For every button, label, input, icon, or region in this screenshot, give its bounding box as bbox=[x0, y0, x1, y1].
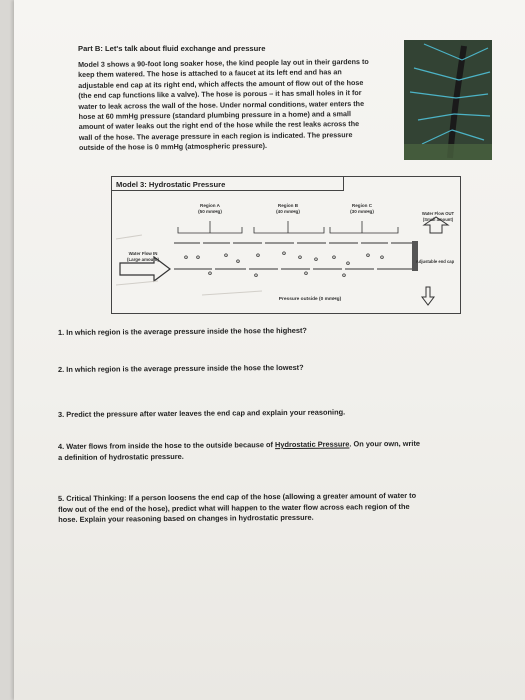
question-4 bbox=[58, 438, 498, 463]
flow-in-label bbox=[118, 251, 168, 262]
question-1: 1. In which region is the average pressure inside the hose the highest? bbox=[58, 325, 307, 337]
intro-line: adjustable end cap at its right end, which affects the amount of flow out of the hose bbox=[78, 77, 364, 90]
region-c-pressure: (30 mmHg) bbox=[350, 208, 374, 214]
svg-text:o: o bbox=[256, 252, 260, 259]
svg-text:o: o bbox=[342, 272, 346, 279]
intro-line: Model 3 shows a 90-foot long soaker hose, the kind people lay out in their gardens to bbox=[78, 56, 369, 69]
region-a-pressure: (50 mmHg) bbox=[198, 208, 222, 214]
end-cap-label: Adjustable end cap bbox=[415, 259, 455, 264]
question-4-end: a definition of hydrostatic pressure. bbox=[58, 451, 184, 462]
question-5 bbox=[58, 490, 498, 526]
question-4-term: Hydrostatic Pressure bbox=[274, 439, 350, 450]
flow-out-sub: (Small amount) bbox=[422, 216, 454, 222]
svg-text:o: o bbox=[236, 258, 240, 265]
svg-text:o: o bbox=[254, 272, 258, 279]
svg-text:o: o bbox=[366, 252, 370, 259]
intro-line: wall of the hose. The average pressure in each region is indicated. The pressure bbox=[78, 129, 353, 142]
region-c-name: Region C bbox=[351, 203, 373, 208]
svg-text:o: o bbox=[380, 254, 384, 261]
svg-text:o: o bbox=[184, 254, 188, 261]
region-b-pressure: (40 mmHg) bbox=[276, 208, 300, 214]
question-5-line: hose. Explain your reasoning based on changes in hydrostatic pressure. bbox=[58, 512, 314, 525]
intro-line: (the end cap functions like a valve). The hose is porous – it has small holes in it for bbox=[78, 88, 362, 101]
flow-in-sub: (Large amount) bbox=[127, 256, 159, 262]
question-4-start: 4. Water flows from inside the hose to the outside because of bbox=[58, 440, 273, 451]
question-2: 2. In which region is the average pressure inside the hose the lowest? bbox=[58, 362, 304, 374]
svg-text:o: o bbox=[196, 254, 200, 261]
flow-in-text: Water Flow IN bbox=[128, 251, 158, 256]
part-title: Part B: Let's talk about fluid exchange and pressure bbox=[78, 44, 266, 53]
intro-line: amount of water leaks out the right end of the hose while the rest leaks across the bbox=[78, 119, 360, 132]
intro-line: water to leak across the wall of the hose. Under normal conditions, water enters the bbox=[78, 98, 365, 111]
intro-line: keep them watered. The hose is attached to a faucet at its left end and has an bbox=[78, 67, 342, 80]
intro-line: hose at 60 mmHg pressure (standard plumbing pressure in a home) and a small bbox=[78, 109, 352, 122]
question-4-mid: . On your own, write bbox=[349, 438, 421, 449]
model-3-figure bbox=[111, 176, 461, 314]
svg-text:o: o bbox=[346, 260, 350, 267]
svg-text:o: o bbox=[224, 252, 228, 259]
model-title: Model 3: Hydrostatic Pressure bbox=[112, 177, 344, 191]
svg-text:o: o bbox=[332, 254, 336, 261]
hose-photo bbox=[404, 40, 492, 160]
svg-text:o: o bbox=[282, 250, 286, 257]
outside-pressure-label: Pressure outside (0 mmHg) bbox=[278, 297, 342, 302]
question-5-line: flow out of the end of the hose), predict what will happen to the water flow across each region of the bbox=[58, 501, 410, 514]
intro-line: outside of the hose is 0 mmHg (atmospheric pressure). bbox=[78, 141, 268, 153]
question-5-line: 5. Critical Thinking: If a person loosens the end cap of the hose (allowing a greater amount of water to bbox=[58, 490, 417, 503]
flow-out-text: Water Flow OUT bbox=[421, 211, 455, 216]
hose-diagram bbox=[112, 177, 460, 313]
svg-text:o: o bbox=[298, 254, 302, 261]
svg-text:o: o bbox=[208, 270, 212, 277]
intro-paragraph bbox=[78, 56, 414, 153]
region-a-name: Region A bbox=[200, 203, 220, 208]
flow-out-label bbox=[416, 211, 460, 222]
question-3: 3. Predict the pressure after water leaves the end cap and explain your reasoning. bbox=[58, 407, 346, 419]
svg-text:o: o bbox=[304, 270, 308, 277]
region-b-name: Region B bbox=[277, 203, 299, 208]
svg-text:o: o bbox=[314, 256, 318, 263]
